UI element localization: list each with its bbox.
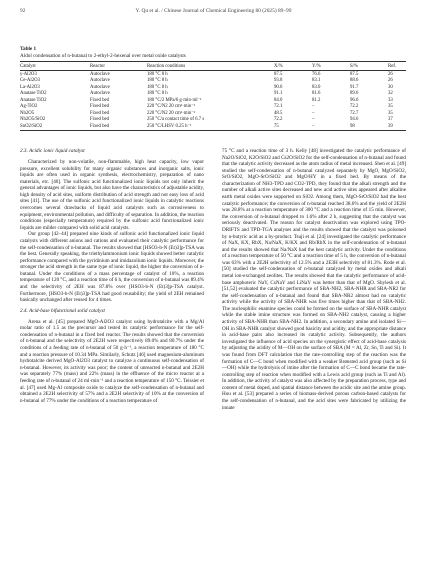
- col-reactor: Reactor: [90, 62, 147, 71]
- cell-catalyst: Anatase TiO2: [20, 97, 47, 103]
- cell-ref: 30: [388, 84, 393, 90]
- cell-conversion: 93.8: [274, 78, 283, 84]
- cell-yield: 83.1: [312, 78, 321, 84]
- cell-yield: 81.2: [312, 97, 321, 103]
- cell-selectivity: 72.2: [350, 104, 359, 110]
- section-heading: 2.3. Acidic ionic liquid catalyst: [20, 148, 85, 154]
- cell-ref: 26: [388, 78, 393, 84]
- cell-conditions: 250 °C/a contact time of 6.7 s: [147, 117, 205, 123]
- cell-conditions: 180 °C 8 h: [147, 71, 168, 77]
- cell-reactor: Autoclave: [90, 91, 110, 97]
- cell-reactor: Fixed bed: [90, 123, 147, 130]
- cell-conversion: 90.6: [274, 84, 283, 90]
- table-header-row: [20, 62, 406, 71]
- cell-conditions: 220 °C/N2 20 cm³·min⁻¹: [147, 104, 196, 110]
- col-conversion: X/%: [274, 62, 312, 71]
- cell-reactor: Autoclave: [90, 71, 110, 77]
- cell-yield: –: [312, 110, 315, 116]
- cell-yield: –: [312, 123, 350, 130]
- cell-catalyst: La-Al2O3: [20, 84, 40, 90]
- cell-yield: –: [312, 104, 315, 110]
- cell-catalyst: Ag-TiO2: [20, 104, 38, 110]
- cell-ref: 26: [388, 71, 393, 77]
- cell-selectivity: 89.6: [350, 91, 359, 97]
- cell-conditions: 180 °C 8 h: [147, 84, 168, 90]
- catalyst-table: [20, 61, 406, 131]
- cell-reactor: Fixed bed: [90, 110, 110, 116]
- col-selectivity: S/%: [350, 62, 388, 71]
- journal-citation: Y. Qu et al. / Chinese Journal of Chemical Engineering 80 (2025) 89–99: [135, 8, 292, 14]
- cell-conditions: 220 °C/N2 20 cm³·min⁻¹: [147, 110, 196, 116]
- cell-selectivity: 88.6: [350, 78, 359, 84]
- table-label: Table 1: [20, 46, 37, 52]
- cell-ref: 37: [388, 117, 393, 123]
- cell-reactor: Fixed bed: [90, 104, 110, 110]
- cell-reactor: Autoclave: [90, 84, 110, 90]
- cell-ref: 35: [388, 104, 393, 110]
- section-heading: 2.4. Acid-base bifunctional solid catalyst: [20, 307, 105, 314]
- table-title: Aldol condensation of n-butanal to 2-ethyl-2-hexenal over metal oxide catalysts: [20, 52, 186, 59]
- cell-yield: 83.0: [312, 84, 321, 90]
- page-number: 92: [20, 8, 26, 14]
- right-column: [222, 148, 406, 411]
- body-paragraph: Arena et al. [45] prepared MgO-Al2O3 catalyst using hydrotalcite with a Mg/Al molar ratio of 1.5 as the precursor and tested its catalytic performance for the self-condensation of n-butanal in a fixed bed reactor. The results showed that the conversion of n-butanal and the selectivity of 2E2H were respectively 89.0% and 80.7% under the conditions of a feeding rate of n-butanal of 50 g·h⁻¹, a reaction temperature of 180 °C and a reaction pressure of 10.34 MPa. Similarly, Schutz [46] used magnesium-aluminum hydrotalcite derived MgO-Al2O3 catalyst to catalyze a continuous self-condensation of n-butanal. However, its activity was poor; the content of unreacted n-butanal and 2E2H was separately 77% (mass) and 22% (mass) in the effluence of the micro reactor at a feeding rate of n-butanal of 24 ml·min⁻¹ and a reaction temperature of 150 °C. Teissier et al. [47] used Mg-Al composite oxide to catalyze the self-condensation of n-butanal and obtained a 2E2H selectivity of 57% and a 2E2H selectivity of 10% at the conversion of n-butanal of 77% under the conditions of a reaction temperature of: [20, 318, 205, 404]
- cell-selectivity: 91.7: [350, 84, 359, 90]
- cell-selectivity: 72.7: [350, 110, 359, 116]
- cell-catalyst: Nb2O5/SiO2: [20, 117, 46, 123]
- col-catalyst: Catalyst: [20, 62, 90, 71]
- cell-conversion: 87.5: [274, 71, 283, 77]
- col-conditions: Reaction conditions: [147, 62, 274, 71]
- cell-yield: 81.6: [312, 91, 321, 97]
- cell-catalyst: Ce-Al2O3: [20, 78, 40, 84]
- cell-conversion: 48.5: [274, 110, 283, 116]
- cell-selectivity: 87.5: [350, 71, 359, 77]
- cell-conditions: 180 °C 8 h: [147, 91, 168, 97]
- left-column: [20, 148, 204, 404]
- cell-catalyst: SnO2/SiO2: [20, 123, 90, 130]
- cell-ref: 32: [388, 91, 393, 97]
- cell-conversion: 72.2: [274, 117, 283, 123]
- cell-conditions: 180 °C 8 h: [147, 78, 168, 84]
- col-yield: Y/%: [312, 62, 350, 71]
- body-paragraph: Characterized by non-volatile, non-flammable, high heat capacity, low vapor pressure, excellent solubility for many organic substances and inorganic salts, ionic liquids are often used in organic synthesis, electrochemistry, preparation of nano materials, etc. [40]. The sulfonic acid functionalized ionic liquids not only inherit the general advantages of ionic liquids, but also have the characteristics of adjustable acidity, high density of acid sites, uniform distribution of acid strength and not easy loss of acid sites [41]. The use of the sulfonic acid functionalized ionic liquids in catalytic reactions overcomes several drawbacks of liquid acid catalysts such as corrosiveness to equipment, environmental pollution, and difficulty of separation. In addition, the reaction conditions (especially temperature) required by the sulfonic acid functionalized ionic liquids are milder compared with solid acid catalysts.: [20, 159, 204, 231]
- cell-conversion: 75: [274, 123, 312, 130]
- cell-catalyst: Nb2O5: [20, 110, 35, 116]
- table-row: [20, 123, 406, 130]
- body-paragraph: 75 °C and a reaction time of 3 h. Kelly [48] investigated the catalytic performance of Na2O/SiO2, K2O/SiO2 and Cs2O/SiO2 for the self-condensation of n-butanal and found that the catalytic activity decreased as the atom radius of metal increased. Shen et al. [49] studied the self-condensation of n-butanal catalyzed separately by MgO, MgO/SiO2, SrO/SiO2, MgO-SrO/SiO2 and MgO/HY in a fixed bed. By means of the characterization of NH3-TPD and CO2-TPD, they found that the alkali strength and the number of alkali active sites decreased and new acid active sites appeared after alkaline earth metal oxides were supported on SiO2. Among them, MgO-SrO/SiO2 had the best catalytic performance; the conversion of n-butanal reached 38.6% and the yield of 2E2H was 28.8% at a reaction temperature of 300 °C and a reaction time of 15 min. However, the conversion of n-butanal dropped to 1.6% after 2 h, suggesting that the catalyst was seriously deactivated. The reason for catalyst deactivation was explored using TPO-DRIFTS and TPD-TGA analyses and the results showed that the catalyst was poisoned by n-butyric acid as a by-product. Tsuji et al. [24] investigated the catalytic performance of NaX, KX, RbX, Na/NaX, K/KX and Rb/RbX in the self-condensation of n-butanal and the results showed that Na/NaX had the best catalytic activity. Under the conditions of a reaction temperature of 50 °C and a reaction time of 5 h, the conversion of n-butanal was 63% with a 2E2H selectivity of 12.5% and a 2E3H selectivity of 81.3%. Rode et al. [50] studied the self-condensation of n-butanal catalyzed by metal oxides and alkali metal ion-exchanged zeolites. The results showed that the catalytic performance of acid-base amphoteric NaY, CsNaY and LiNaY was better than that of MgO. Shylesh et al. [51,52] evaluated the catalytic performance of SBA-NH2, SBA-NHR and SBA-NR2 for the self-condensation of n-butanal and found that SBA-NR2 almost had no catalytic activity while the activity of SBA-NHR was five times higher than that of SBA-NH2. The nucleophilic enamine species could be formed on the surface of SBA-NHR catalyst while the stable imine structure was formed on SBA-NH2 catalyst, causing a higher activity of SBA-NHR than SBA-NH2. In addition, a secondary amine and isolated Si—OH in SBA-NHR catalyst showed good basicity and acidity, and the appropriate distance in acid-base pairs also increased its catalytic activity. Subsequently, the authors investigated the influence of acid species on the synergistic effect of acid-base catalysis by adjusting the acidity of M—OH on the surface of SBA (M = Al, Zr, Sn, Ti and Si). It was found from DFT calculation that the rate-controlling step of the reaction was the formation of C—C bond when modified with a weaker Brønsted acid group (such as Si—OH) while the hydrolysis of imine after the formation of C—C bond became the rate-controlling step of reaction when modified with a Lewis acid group (such as Ti and Al). In addition, the activity of catalyst was also affected by the preparation process, type and content of metal doped, and spatial distance between the acidic site and the amine group. Hou et al. [53] prepared a series of biomass-derived porous carbon-based catalysts for the self-condensation of n-butanal, and the acid sites were fabricated by utilizing the innate: [222, 148, 406, 411]
- cell-conditions: 250 °C/LHSV 0.25 h⁻¹: [147, 123, 274, 130]
- cell-conversion: 91.1: [274, 91, 283, 97]
- cell-conversion: 84.0: [274, 97, 283, 103]
- table-1: [20, 46, 406, 131]
- page-header: [20, 8, 407, 18]
- cell-conditions: 180 °C/2 MPa/6 g·min·ml⁻¹: [147, 97, 202, 103]
- cell-reactor: Fixed bed: [90, 97, 110, 103]
- body-paragraph: Our group [42–44] prepared nine kinds of sulfonic acid functionalized ionic liquid catalysts with different anions and cations and evaluated their catalytic performance for the self-condensation of n-butanal. The results showed that [HSO3-b-N (Et)3]p-TSA was the best. Generally speaking, the triethylammonium ionic liquids showed better catalytic performance compared with the pyridinium and imidazolium ionic liquids. Moreover, the stronger the acid strength in the same type of ionic liquid, the higher the conversion of n-butanal. Under the conditions of a mass percentage of catalyst of 10%, a reaction temperature of 120 °C, and a reaction time of 6 h, the conversion of n-butanal was 89.4% and the selectivity of 2EH was 87.8% over [HSO3-b-N (Et)3]p-TSA catalyst. Furthermore, [HSO3-b-N (Et)3]p-TSA had good reusability; the yield of 2EH remained basically unchanged after reused for 4 times.: [20, 231, 204, 304]
- cell-yield: –: [312, 117, 315, 123]
- col-ref: Ref.: [388, 62, 406, 71]
- cell-selectivity: 94.6: [350, 117, 359, 123]
- cell-ref: 39: [388, 123, 406, 130]
- cell-yield: 76.6: [312, 71, 321, 77]
- table-row: [20, 71, 406, 78]
- cell-reactor: Fixed bed: [90, 117, 110, 123]
- cell-catalyst: Anatase TiO2: [20, 91, 47, 97]
- cell-ref: 35: [388, 110, 393, 116]
- cell-conversion: 72.1: [274, 104, 283, 110]
- cell-selectivity: 96.6: [350, 97, 359, 103]
- cell-ref: 33: [388, 97, 393, 103]
- cell-selectivity: 98: [350, 123, 388, 130]
- cell-reactor: Autoclave: [90, 78, 110, 84]
- cell-catalyst: γ-Al2O3: [20, 71, 37, 77]
